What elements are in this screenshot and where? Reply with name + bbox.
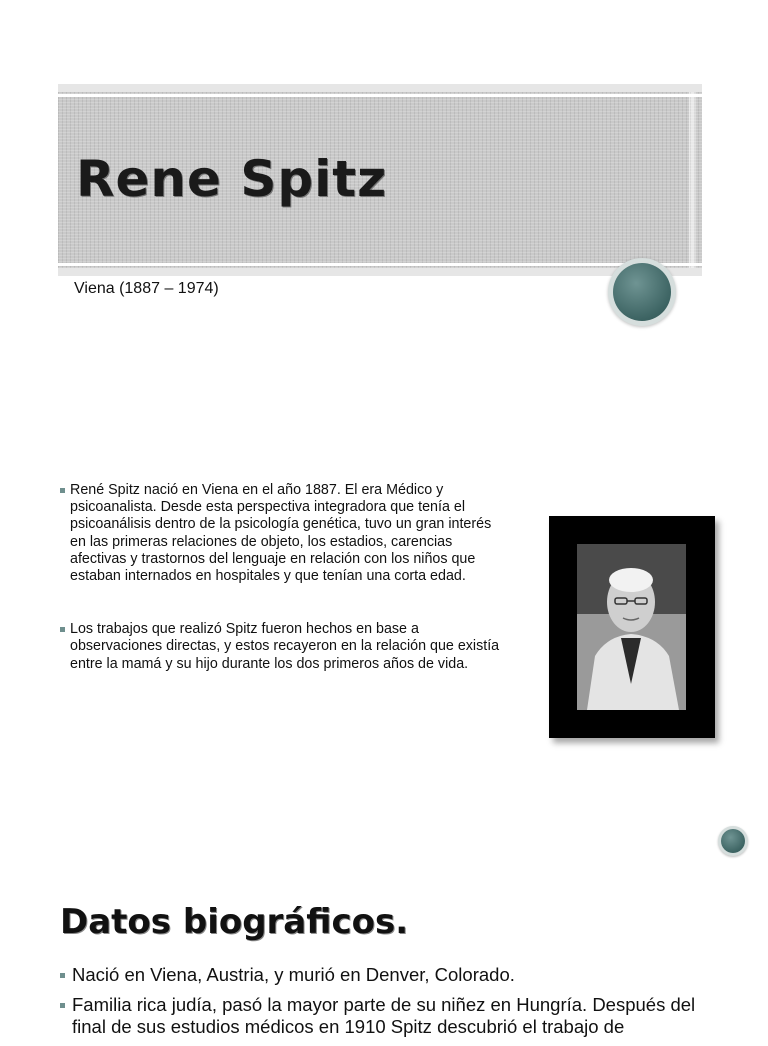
- bullet-item: Familia rica judía, pasó la mayor parte de su niñez en Hungría. Después del final de sus estudios médicos en 1910 Spitz descubrió el trabajo de: [60, 994, 700, 1038]
- portrait-frame: [549, 516, 715, 738]
- decorative-circle-icon: [608, 258, 676, 326]
- slide-title: Rene Spitz: [76, 150, 388, 208]
- slide-subtitle: Viena (1887 – 1974): [74, 280, 219, 297]
- bullet-item: René Spitz nació en Viena en el año 1887. El era Médico y psicoanalista. Desde esta perspectiva integradora que tenía el psicoanálisis dentro de la psicología genética, tuvo un gran interés en las primeras relaciones de objeto, los estadios, carencias afectivas y trastornos del lenguaje en relación con los niños que estaban internados en hospitales y que tenían una corta edad.: [60, 482, 510, 585]
- section-title: Datos biográficos.: [60, 902, 409, 942]
- bio-bullet-list: [60, 482, 510, 709]
- bullet-item: Nació en Viena, Austria, y murió en Denver, Colorado.: [60, 964, 700, 986]
- biography-bullet-list: [60, 964, 700, 1046]
- portrait-figure-icon: [577, 544, 686, 710]
- bullet-item: Los trabajos que realizó Spitz fueron hechos en base a observaciones directas, y estos recayeron en la relación que existía entre la mamá y su hijo durante los dos primeros años de vida.: [60, 621, 510, 673]
- portrait-photo: [577, 544, 686, 710]
- decorative-circle-icon: [718, 826, 748, 856]
